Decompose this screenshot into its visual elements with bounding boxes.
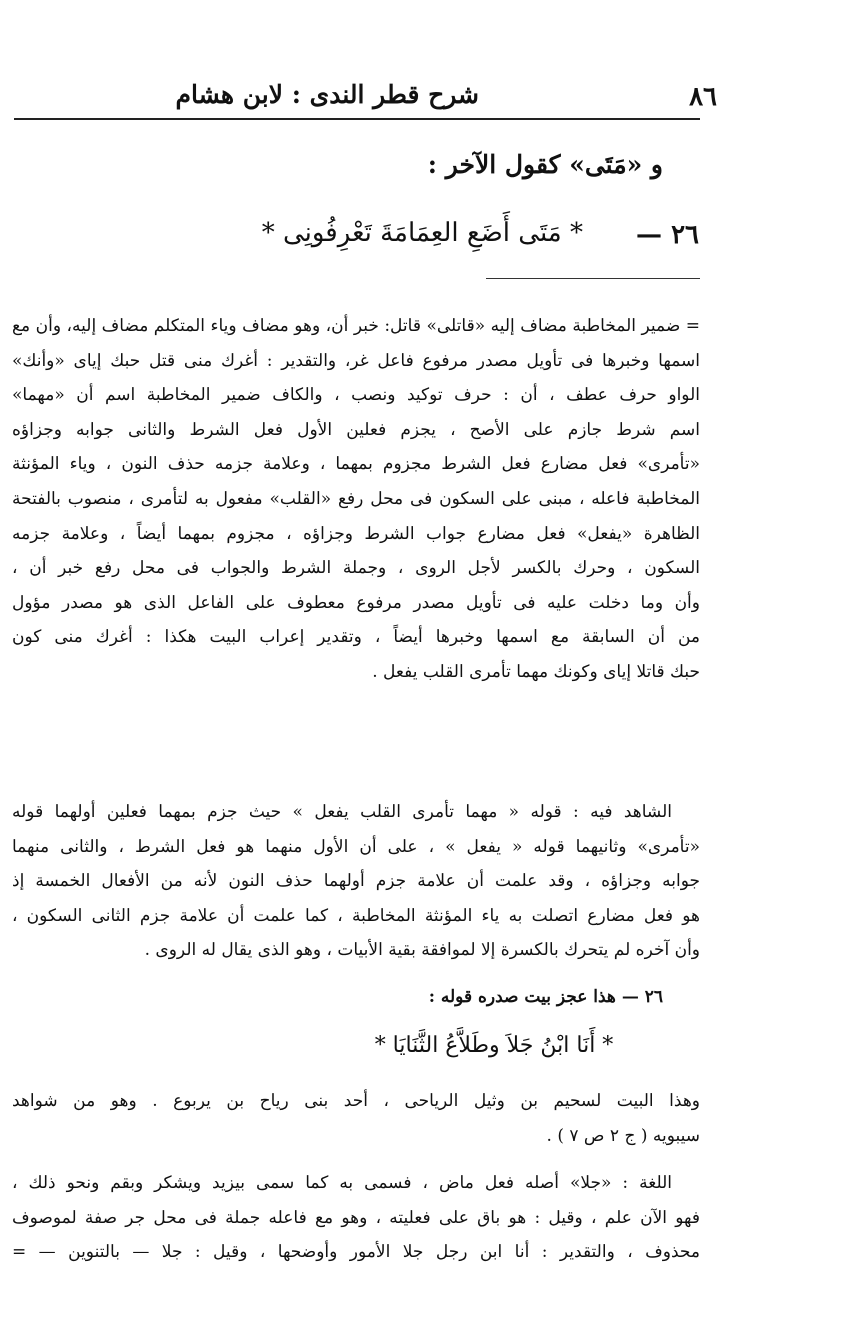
footnote-line: الواو حرف عطف ، أن : حرف توكيد ونصب ، والكاف ضمير المخاطبة اسم أن «مهما» [12, 385, 700, 406]
footnote-line: اسمها وخبرها فى تأويل مصدر مرفوع فاعل غر، والتقدير : أغرك منى قتل حبك إياى «وأنك» [12, 350, 700, 371]
footnote-line: اسم شرط جازم على الأصح ، يجزم فعلين الأول فعل الشرط والثانى جوابه وجزاؤه [12, 419, 700, 440]
footnote-paragraph-4 [12, 1166, 700, 1302]
footnote-line: من أن السابقة مع اسمها وخبرها أيضاً ، وتقدير إعراب البيت هكذا : أغرك منى كون [12, 627, 700, 648]
page-header [0, 68, 849, 118]
footnote-line: «تأمرى» فعل مضارع فعل الشرط مجزوم بمهما ، وعلامة جزمه حذف النون ، وياء المؤنثة [12, 454, 700, 475]
footnote-line: وهذا البيت لسحيم بن وثيل الرياحى ، أحد بنى رياح بن يربوع . وهو من شواهد [12, 1091, 700, 1111]
footnote-line: حبك قاتلا إياى وكونك مهما تأمرى القلب يفعل . [372, 661, 700, 682]
running-title: شرح قطر الندى : لابن هشام [175, 80, 479, 109]
cited-verse: * أَنَا ابْنُ جَلاَ وطَلاَّعُ الثَّنَايَا * [374, 1033, 614, 1058]
verse-intro: و «مَتَى» كقول الآخر : [427, 150, 663, 179]
footnote-line: هو فعل مضارع اتصلت به ياء المؤنثة المخاطبة ، كما علمت أن علامة جزم الثانى السكون ، [12, 905, 700, 926]
footnote-line: اللغة : «جلا» أصله فعل ماض ، فسمى به كما سمى بيزيد ويشكر وبقم ونحو ذلك ، [12, 1173, 672, 1193]
footnote-line: محذوف ، والتقدير : أنا ابن رجل جلا الأمور وأوضحها ، وقيل : جلا — بالتنوين — = [12, 1242, 700, 1263]
footnote-line: سيبويه ( ج ٢ ص ٧ ) . [546, 1125, 700, 1146]
footnote-paragraph-1 [12, 309, 700, 773]
footnote-paragraph-2 [12, 795, 700, 979]
footnote-line: السكون ، وحرك بالكسر لأجل الروى ، وجملة الشرط والجواب فى محل رفع خبر أن ، [12, 558, 700, 579]
footnote-line: جوابه وجزاؤه ، وقد علمت أن علامة جزم أولهما حذف النون لأنه من الأفعال الخمسة إذ [12, 871, 700, 892]
page-number: ٨٦ [689, 82, 717, 112]
footnote-line: = ضمير المخاطبة مضاف إليه «قاتلى» قاتل: خبر أن، وهو مضاف وياء المتكلم مضاف إليه، وأن مع [12, 316, 700, 336]
citation-intro: ٢٦ — هذا عجز بيت صدره قوله : [428, 987, 663, 1007]
footnote-line: وأن آخره لم يتحرك بالكسرة إلا لموافقة بقية الأبيات ، وهو الذى يقال له الروى . [144, 940, 700, 961]
footnote-line: الشاهد فيه : قوله « مهما تأمرى القلب يفعل » حيث جزم بمهما فعلين أولهما قوله [12, 802, 672, 822]
footnote-line: فهو الآن علم ، وقيل : هو باق على فعليته ، وهو مع فاعله جملة فى محل جر صفة لموصوف [12, 1207, 700, 1228]
footnote-line: «تأمرى» وثانيهما قوله « يفعل » ، على أن الأول منهما هو فعل الشرط ، والثانى منهما [12, 836, 700, 857]
header-rule [14, 118, 700, 120]
footnote-line: المخاطبة فاعله ، مبنى على السكون فى محل رفع «القلب» مفعول به لتأمرى ، منصوب بالفتحة [12, 488, 700, 509]
footnote-separator [486, 278, 700, 279]
verse-26 [139, 218, 699, 262]
verse-text: * مَتَى أَضَعِ العِمَامَةَ تَعْرِفُونِى * [261, 218, 583, 248]
footnote-line: الظاهرة «يفعل» فعل مضارع جواب الشرط وجزاؤه ، مجزوم بمهما أيضاً ، وعلامة جزمه [12, 523, 700, 544]
verse-number: ٢٦ — [636, 220, 699, 250]
footnote-line: وأن وما دخلت عليه فى تأويل مصدر مرفوع معطوف على الفاعل الذى هو مصدر مؤول [12, 592, 700, 613]
